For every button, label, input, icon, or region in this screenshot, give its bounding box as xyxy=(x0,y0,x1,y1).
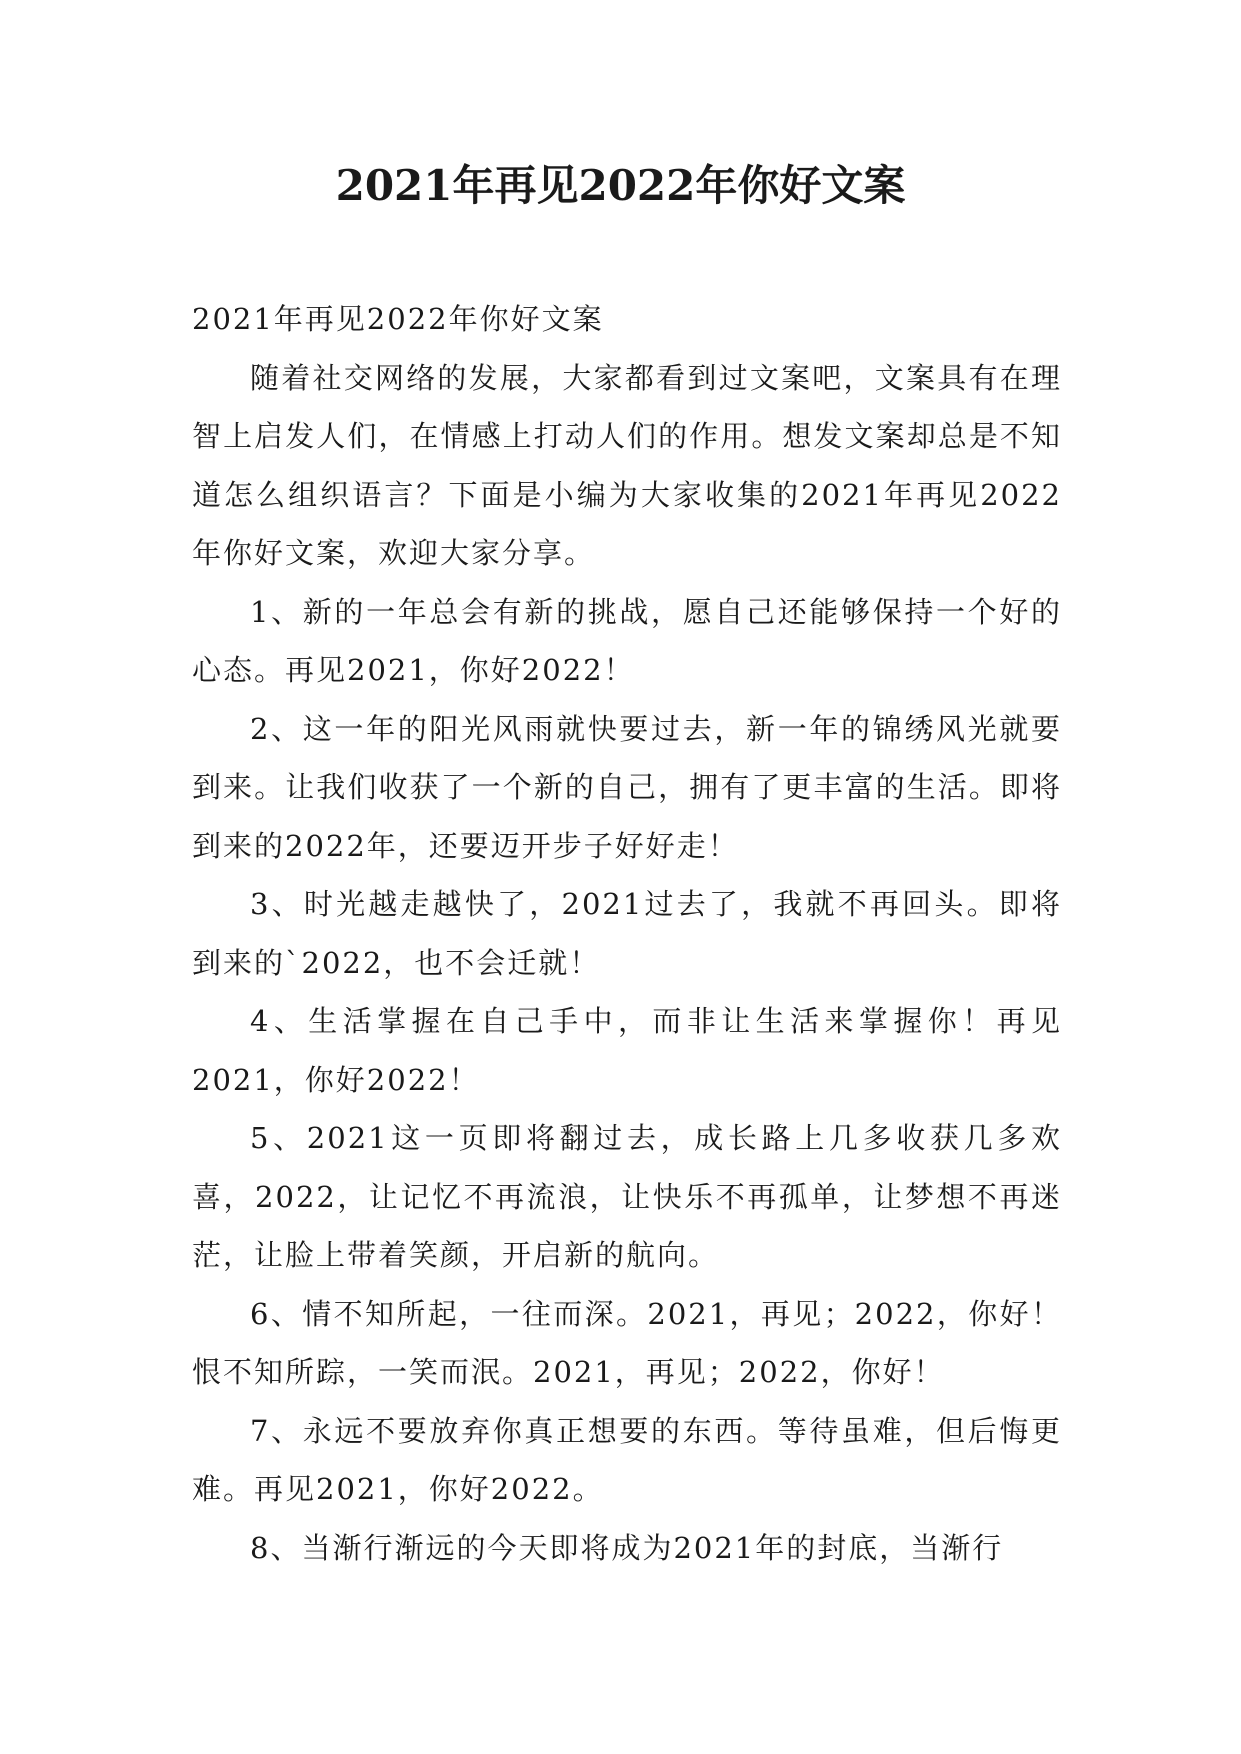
document-title: 2021年再见2022年你好文案 xyxy=(335,161,906,210)
paragraph-item-6: 6、情不知所起，一往而深。2021，再见；2022，你好！恨不知所踪，一笑而泯。2021，再见；2022，你好！ xyxy=(192,1296,1062,1389)
paragraph-item-5: 5、2021这一页即将翻过去，成长路上几多收获几多欢喜，2022，让记忆不再流浪，让快乐不再孤单，让梦想不再迷茫，让脸上带着笑颜，开启新的航向。 xyxy=(192,1121,1062,1272)
paragraph-item-8: 8、当渐行渐远的今天即将成为2021年的封底，当渐行 xyxy=(250,1530,1004,1565)
paragraph-item-3: 3、时光越走越快了，2021过去了，我就不再回头。即将到来的`2022，也不会迁就！ xyxy=(192,887,1062,980)
paragraph-item-7: 7、永远不要放弃你真正想要的东西。等待虽难，但后悔更难。再见2021，你好2022。 xyxy=(192,1413,1062,1506)
document-body xyxy=(192,290,1062,1577)
paragraph-item-2: 2、这一年的阳光风雨就快要过去，新一年的锦绣风光就要到来。让我们收获了一个新的自己，拥有了更丰富的生活。即将到来的2022年，还要迈开步子好好走！ xyxy=(192,711,1062,863)
paragraph-item-4: 4、生活掌握在自己手中，而非让生活来掌握你！再见2021，你好2022！ xyxy=(192,1004,1062,1097)
paragraph-intro: 随着社交网络的发展，大家都看到过文案吧，文案具有在理智上启发人们，在情感上打动人们的作用。想发文案却总是不知道怎么组织语言？下面是小编为大家收集的2021年再见2022年你好文案，欢迎大家分享。 xyxy=(192,360,1062,570)
paragraph-item-1: 1、新的一年总会有新的挑战，愿自己还能够保持一个好的心态。再见2021，你好2022！ xyxy=(192,594,1062,687)
document-subtitle: 2021年再见2022年你好文案 xyxy=(192,302,604,336)
